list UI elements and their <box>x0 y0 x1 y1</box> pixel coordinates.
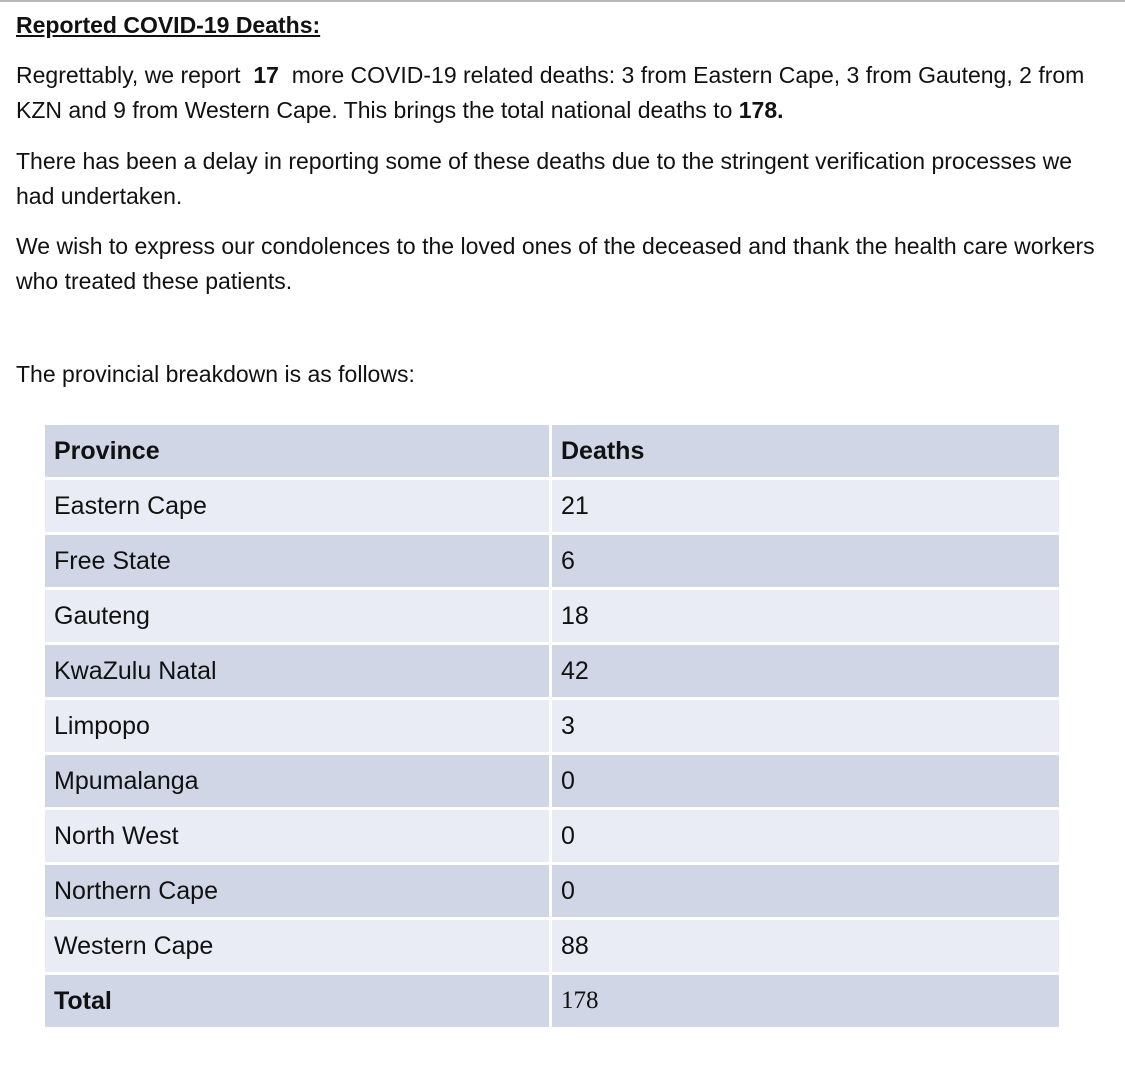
province-cell: KwaZulu Natal <box>44 644 551 699</box>
total-value-cell: 178 <box>551 974 1061 1029</box>
deaths-column-header: Deaths <box>551 424 1061 479</box>
table-row <box>44 699 1061 754</box>
province-cell: Northern Cape <box>44 864 551 919</box>
table-row <box>44 864 1061 919</box>
deaths-cell: 18 <box>551 589 1061 644</box>
provincial-table-container <box>42 422 1059 1030</box>
table-row <box>44 589 1061 644</box>
deaths-cell: 0 <box>551 809 1061 864</box>
new-deaths-count: 17 <box>253 62 279 88</box>
condolences-paragraph: We wish to express our condolences to the loved ones of the deceased and thank the health care workers who treated these patients. <box>16 233 1095 294</box>
province-cell: Eastern Cape <box>44 479 551 534</box>
table-header-row <box>44 424 1061 479</box>
province-cell: Western Cape <box>44 919 551 974</box>
total-label-cell: Total <box>44 974 551 1029</box>
province-cell: Limpopo <box>44 699 551 754</box>
document-body <box>16 8 1116 392</box>
table-row <box>44 919 1061 974</box>
deaths-cell: 6 <box>551 534 1061 589</box>
deaths-cell: 0 <box>551 754 1061 809</box>
province-column-header: Province <box>44 424 551 479</box>
deaths-cell: 21 <box>551 479 1061 534</box>
province-cell: Free State <box>44 534 551 589</box>
table-row <box>44 809 1061 864</box>
table-row <box>44 534 1061 589</box>
report-text-before: Regrettably, we report <box>16 62 247 88</box>
deaths-report-paragraph <box>16 58 1116 128</box>
total-deaths-count: 178. <box>738 97 784 123</box>
delay-paragraph: There has been a delay in reporting some of these deaths due to the stringent verification processes we had undertaken. <box>16 148 1073 209</box>
table-row <box>44 754 1061 809</box>
province-cell: North West <box>44 809 551 864</box>
breakdown-intro: The provincial breakdown is as follows: <box>16 361 415 387</box>
table-row <box>44 479 1061 534</box>
provincial-breakdown-table <box>42 422 1062 1030</box>
deaths-cell: 0 <box>551 864 1061 919</box>
deaths-cell: 42 <box>551 644 1061 699</box>
table-row <box>44 644 1061 699</box>
deaths-cell: 88 <box>551 919 1061 974</box>
deaths-cell: 3 <box>551 699 1061 754</box>
province-cell: Gauteng <box>44 589 551 644</box>
top-divider <box>0 0 1125 2</box>
table-total-row <box>44 974 1061 1029</box>
report-text-middle: more COVID-19 related deaths: 3 from Eastern Cape, 3 from Gauteng, 2 from KZN and 9 from Western Cape. This brings the total national deaths to <box>16 62 1085 123</box>
province-cell: Mpumalanga <box>44 754 551 809</box>
section-heading: Reported COVID-19 Deaths: <box>16 12 321 38</box>
